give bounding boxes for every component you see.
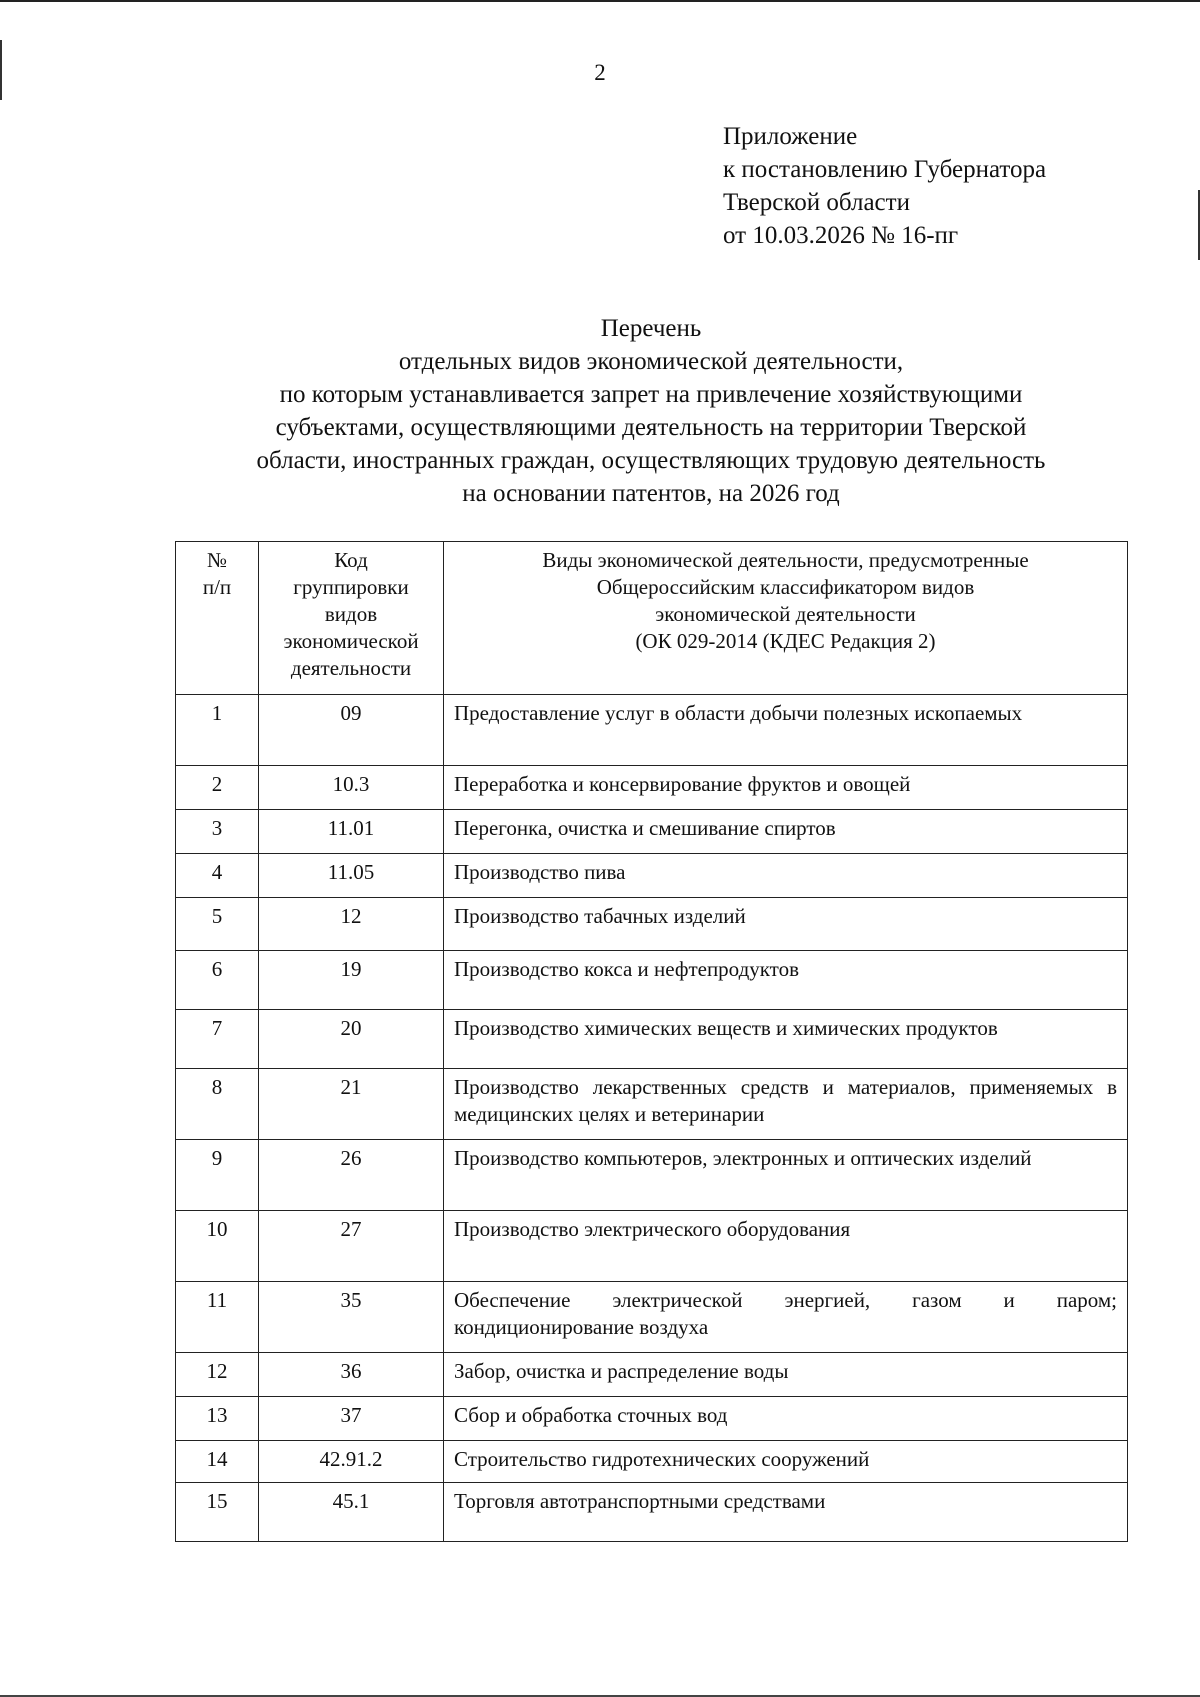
appendix-line-2: к постановлению Губернатора <box>723 156 1047 183</box>
row-code: 19 <box>259 951 444 1010</box>
row-desc: Производство табачных изделий <box>444 898 1128 951</box>
header-code-line: деятельности <box>290 656 412 680</box>
row-desc: Производство пива <box>444 854 1128 898</box>
row-num: 5 <box>176 898 259 951</box>
header-num <box>176 542 259 695</box>
header-code <box>259 542 444 695</box>
table-row <box>176 1069 1128 1140</box>
table-row <box>176 1010 1128 1069</box>
row-desc: Предоставление услуг в области добычи полезных ископаемых <box>444 695 1128 766</box>
row-num: 13 <box>176 1397 259 1441</box>
row-num: 2 <box>176 766 259 810</box>
row-code: 27 <box>259 1211 444 1282</box>
row-num: 9 <box>176 1140 259 1211</box>
row-num: 7 <box>176 1010 259 1069</box>
row-code: 45.1 <box>259 1483 444 1542</box>
header-desc-line: экономической деятельности <box>655 602 916 626</box>
row-code: 11.05 <box>259 854 444 898</box>
row-desc: Перегонка, очистка и смешивание спиртов <box>444 810 1128 854</box>
table-row <box>176 1282 1128 1353</box>
row-desc: Забор, очистка и распределение воды <box>444 1353 1128 1397</box>
row-desc: Строительство гидротехнических сооружений <box>444 1441 1128 1483</box>
header-code-line: группировки <box>293 575 409 599</box>
appendix-line-4: от 10.03.2026 № 16-пг <box>723 222 959 249</box>
header-code-line: видов <box>324 602 378 626</box>
title-line-2: отдельных видов экономической деятельности, <box>398 348 904 375</box>
title-line-4: субъектами, осуществляющими деятельность на территории Тверской <box>275 414 1027 441</box>
row-num: 8 <box>176 1069 259 1140</box>
row-code: 37 <box>259 1397 444 1441</box>
scan-border-top <box>0 0 1200 2</box>
page-number: 2 <box>594 60 606 85</box>
row-num: 4 <box>176 854 259 898</box>
row-desc: Обеспечение электрической энергией, газом и паром; кондиционирование воздуха <box>444 1282 1128 1353</box>
row-desc: Производство компьютеров, электронных и оптических изделий <box>444 1140 1128 1211</box>
appendix-line-3: Тверской области <box>723 189 910 216</box>
table-header-row <box>176 542 1128 695</box>
table-row <box>176 1483 1128 1542</box>
row-code: 10.3 <box>259 766 444 810</box>
row-code: 36 <box>259 1353 444 1397</box>
row-desc: Производство химических веществ и химических продуктов <box>444 1010 1128 1069</box>
row-num: 3 <box>176 810 259 854</box>
row-desc: Торговля автотранспортными средствами <box>444 1483 1128 1542</box>
row-num: 11 <box>176 1282 259 1353</box>
row-num: 14 <box>176 1441 259 1483</box>
table-row <box>176 951 1128 1010</box>
row-num: 12 <box>176 1353 259 1397</box>
header-desc <box>444 542 1128 695</box>
table-row <box>176 1140 1128 1211</box>
table-row <box>176 695 1128 766</box>
title-line-5: области, иностранных граждан, осуществляющих трудовую деятельность <box>256 447 1046 474</box>
table-row <box>176 1353 1128 1397</box>
row-desc: Сбор и обработка сточных вод <box>444 1397 1128 1441</box>
title-line-6: на основании патентов, на 2026 год <box>462 480 840 507</box>
header-num-line: № <box>206 548 228 572</box>
header-code-line: Код <box>334 548 368 572</box>
table-row <box>176 1211 1128 1282</box>
row-desc: Производство кокса и нефтепродуктов <box>444 951 1128 1010</box>
row-code: 12 <box>259 898 444 951</box>
table-row <box>176 854 1128 898</box>
appendix-block <box>723 120 1046 252</box>
title-line-1: Перечень <box>600 315 702 342</box>
page-number-container <box>0 60 1200 86</box>
row-code: 11.01 <box>259 810 444 854</box>
title-line-3: по которым устанавливается запрет на привлечение хозяйствующими <box>279 381 1023 408</box>
header-code-line: экономической <box>283 629 419 653</box>
appendix-line-1: Приложение <box>723 123 858 150</box>
row-code: 09 <box>259 695 444 766</box>
row-code: 26 <box>259 1140 444 1211</box>
header-desc-line: Виды экономической деятельности, предусмотренные <box>542 548 1029 572</box>
row-code: 42.91.2 <box>259 1441 444 1483</box>
row-code: 20 <box>259 1010 444 1069</box>
row-code: 35 <box>259 1282 444 1353</box>
row-code: 21 <box>259 1069 444 1140</box>
activities-table <box>175 541 1128 1542</box>
table-row <box>176 1441 1128 1483</box>
header-num-line: п/п <box>202 575 232 599</box>
table-row <box>176 898 1128 951</box>
table-row <box>176 810 1128 854</box>
header-desc-line: (ОК 029-2014 (КДЕС Редакция 2) <box>635 629 936 653</box>
row-num: 6 <box>176 951 259 1010</box>
document-title <box>170 312 1132 510</box>
row-desc: Производство лекарственных средств и материалов, применяемых в медицинских целях и ветеринарии <box>444 1069 1128 1140</box>
row-num: 10 <box>176 1211 259 1282</box>
row-num: 1 <box>176 695 259 766</box>
header-desc-line: Общероссийским классификатором видов <box>596 575 975 599</box>
table-row <box>176 766 1128 810</box>
row-desc: Переработка и консервирование фруктов и овощей <box>444 766 1128 810</box>
table-row <box>176 1397 1128 1441</box>
row-num: 15 <box>176 1483 259 1542</box>
row-desc: Производство электрического оборудования <box>444 1211 1128 1282</box>
